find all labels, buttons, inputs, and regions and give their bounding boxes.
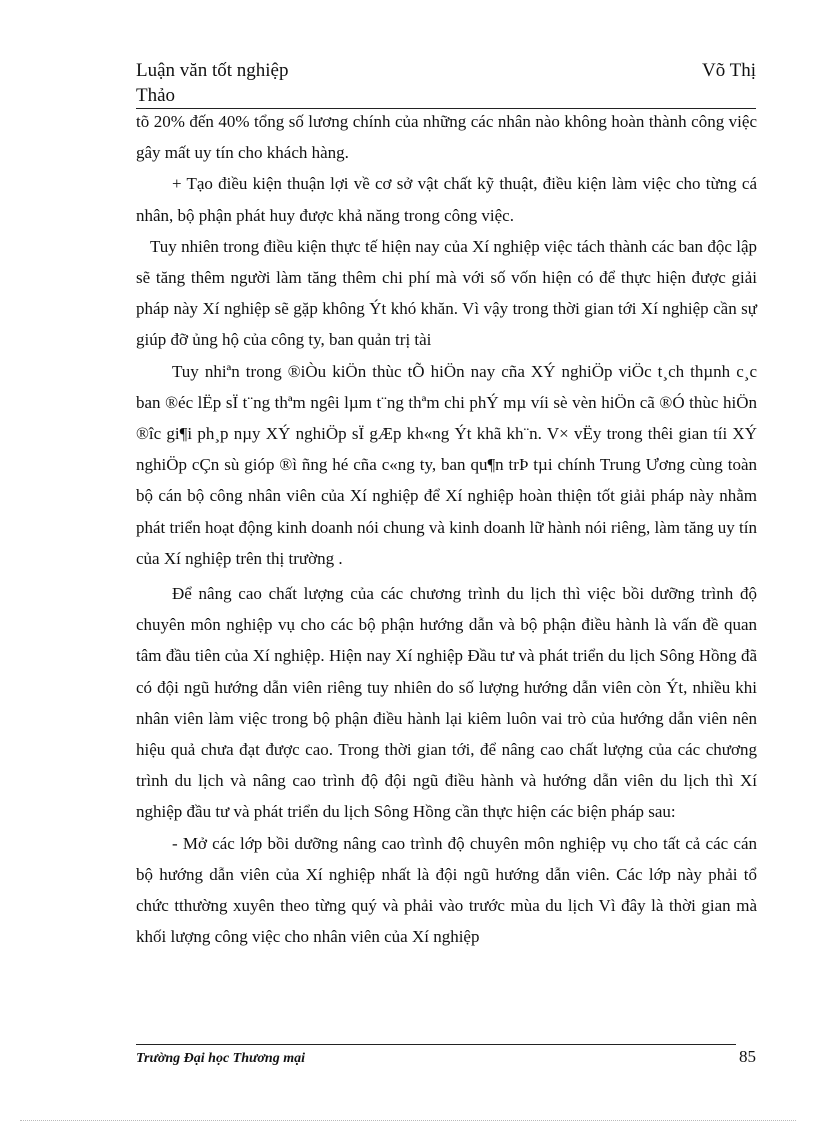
header-title <box>136 58 289 108</box>
footer-divider <box>136 1044 736 1045</box>
paragraph-6: - Mở các lớp bồi dưỡng nâng cao trình độ chuyên môn nghiệp vụ cho tất cả các cán bộ hướng dẫn viên của Xí nghiệp nhất là đội ngũ hướng dẫn viên. Các lớp này phải tổ chức tthường xuyên theo từng quý và phải vào trước mùa du lịch Vì đây là thời gian mà khối lượng công việc cho nhân viên của Xí nghiệp <box>136 833 757 947</box>
paragraph-1: tõ 20% đến 40% tổng số lương chính của những các nhân nào không hoàn thành công việc gây mất uy tín cho khách hàng. <box>136 112 757 163</box>
header-author: Võ Thị <box>701 60 756 81</box>
page-number: 85 <box>739 1047 756 1066</box>
paragraph-4: Tuy nhiªn trong ®iÒu kiÖn thùc tÕ hiÖn nay cña XÝ nghiÖp viÖc t¸ch thµnh c¸c ban ®éc lËp sÏ t¨ng thªm ngêi lµm t¨ng thªm chi phÝ mµ víi sè vèn hiÖn cã ®Ó thùc hiÖn ®îc gi¶i ph¸p nµy XÝ nghiÖp sÏ gÆp kh«ng Ýt khã kh¨n. V× vËy trong thêi gian tíi XÝ nghiÖp cÇn sù gióp ®ì ñng hé cña c«ng ty, ban qu¶n trÞ tµi chính Trung Ương cùng toàn bộ cán bộ công nhân viên của Xí nghiệp để Xí nghiệp hoàn thiện tốt giải pháp này nhằm phát triển hoạt động kinh doanh nói chung và kinh doanh lữ hành nói riêng, làm tăng uy tín của Xí nghiệp trên thị trường . <box>136 361 757 568</box>
paragraph-5: Để nâng cao chất lượng của các chương trình du lịch thì việc bồi dưỡng trình độ chuyên môn nghiệp vụ cho các bộ phận hướng dẫn và bộ phận điều hành là vấn đề quan tâm đầu tiên của Xí nghiệp. Hiện nay Xí nghiệp Đầu tư và phát triển du lịch Sông Hồng đã có đội ngũ hướng dẫn viên riêng tuy nhiên do số lượng hướng dẫn viên còn Ýt, nhiều khi nhân viên làm việc trong bộ phận điều hành lại kiêm luôn vai trò của hướng dẫn viên nên hiệu quả chưa đạt được cao. Trong thời gian tới, để nâng cao chất lượng của các chương trình du lịch và nâng cao trình độ đội ngũ điều hành và hướng dẫn viên du lịch thì Xí nghiệp đầu tư và phát triển du lịch Sông Hồng cần thực hiện các biện pháp sau: <box>136 584 757 822</box>
document-body <box>136 106 757 952</box>
header-title-line1: Luận văn tốt nghiệp <box>136 60 289 81</box>
footer-school: Trường Đại học Thương mại <box>136 1051 305 1066</box>
header-title-line2: Thảo <box>136 85 176 106</box>
paragraph-2: + Tạo điều kiện thuận lợi về cơ sở vật chất kỹ thuật, điều kiện làm việc cho từng cá nhân, bộ phận phát huy được khả năng trong công việc. <box>136 174 757 225</box>
page-bottom-dotted-border <box>20 1120 796 1121</box>
page-header <box>136 58 756 109</box>
paragraph-3: Tuy nhiên trong điều kiện thực tế hiện nay của Xí nghiệp việc tách thành các ban độc lập sẽ tăng thêm người làm tăng thêm chi phí mà với số vốn hiện có để thực hiện được giải pháp này Xí nghiệp sẽ gặp không Ýt khó khăn. Vì vậy trong thời gian tới Xí nghiệp cần sự giúp đỡ ủng hộ của công ty, ban quản trị tài <box>136 236 757 350</box>
